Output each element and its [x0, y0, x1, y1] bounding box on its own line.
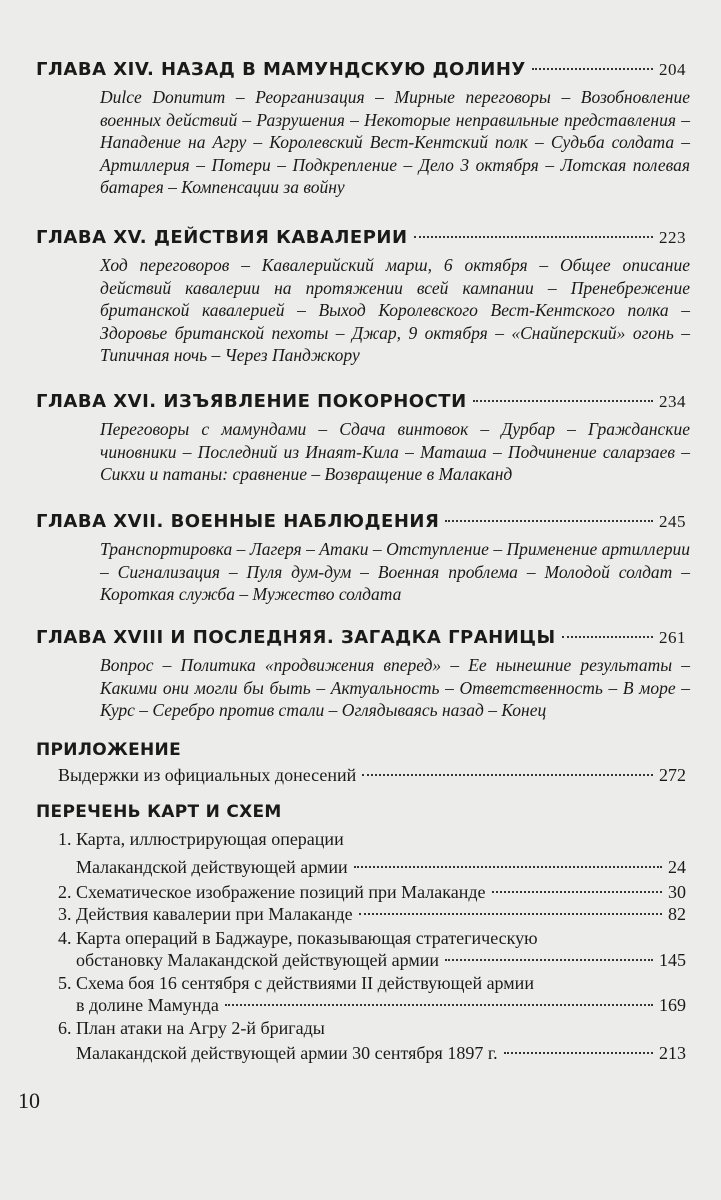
chapter-entry [36, 510, 690, 606]
map-page-number: 30 [668, 882, 686, 902]
chapter-title: ГЛАВА XVII. ВОЕННЫЕ НАБЛЮДЕНИЯ [36, 511, 440, 532]
chapter-summary: Ход переговоров – Кавалерийский марш, 6 октября – Общее описание действий кавалерии на протяжении всей кампании – Пренебрежение британской кавалерией – Выход Королевского Вест-Кентского полка – Здоровье британской пехоты – Джар, 9 октября – «Снайперский» огонь – Типичная ночь – Через Панджкору [100, 255, 690, 365]
chapter-entry [36, 390, 690, 486]
chapter-page-number: 234 [659, 392, 686, 411]
chapter-page-number: 204 [659, 60, 686, 79]
chapter-page-number: 245 [659, 512, 686, 531]
dot-leader [473, 400, 653, 402]
chapter-entry [36, 58, 690, 199]
map-item-title: обстановку Малакандской действующей армии [76, 950, 439, 970]
chapter-summary: Вопрос – Политика «продвижения вперед» – Ее нынешние результаты – Какими они могли бы быть – Актуальность – Ответственность – В море – Курс – Серебро против стали – Оглядываясь назад – Конец [100, 655, 690, 720]
dot-leader [445, 959, 653, 961]
chapter-title: ГЛАВА XVIII И ПОСЛЕДНЯЯ. ЗАГАДКА ГРАНИЦЫ [36, 627, 556, 648]
map-item-title: 3. Действия кавалерии при Малаканде [58, 904, 353, 924]
appendix-entry-title: Выдержки из официальных донесений [58, 765, 357, 785]
map-item-line: 4. Карта операций в Баджауре, показывающая стратегическую [58, 928, 538, 948]
chapter-heading [36, 226, 686, 250]
chapter-page-number: 223 [659, 228, 686, 247]
dot-leader [492, 891, 663, 893]
appendix-page-number: 272 [659, 765, 686, 785]
chapter-title: ГЛАВА XIV. НАЗАД В МАМУНДСКУЮ ДОЛИНУ [36, 59, 526, 80]
map-page-number: 145 [659, 950, 686, 970]
map-page-number: 169 [659, 995, 686, 1015]
chapter-summary: Переговоры с мамундами – Сдача винтовок – Дурбар – Гражданские чиновники – Последний из Инаят-Кила – Маташа – Подчинение саларзаев – Сикхи и патаны: сравнение – Возвращение в Малаканд [100, 419, 690, 484]
appendix-entry [58, 764, 686, 787]
chapter-heading [36, 626, 686, 650]
map-page-number: 24 [668, 857, 686, 877]
map-item [76, 856, 686, 879]
map-item-title: в долине Мамунда [76, 995, 219, 1015]
dot-leader [532, 68, 653, 70]
dot-leader [504, 1052, 653, 1054]
page-folio: 10 [18, 1088, 40, 1113]
appendix-heading: ПРИЛОЖЕНИЕ [36, 740, 181, 760]
map-item [58, 903, 686, 926]
dot-leader [414, 236, 653, 238]
map-item-title: Малакандской действующей армии [76, 857, 348, 877]
maps-heading: ПЕРЕЧЕНЬ КАРТ И СХЕМ [36, 802, 282, 822]
map-item-title: Малакандской действующей армии 30 сентября 1897 г. [76, 1043, 498, 1063]
chapter-entry [36, 626, 690, 722]
dot-leader [445, 520, 653, 522]
map-page-number: 82 [668, 904, 686, 924]
chapter-title: ГЛАВА XVI. ИЗЪЯВЛЕНИЕ ПОКОРНОСТИ [36, 391, 467, 412]
chapter-heading [36, 510, 686, 534]
chapter-title: ГЛАВА XV. ДЕЙСТВИЯ КАВАЛЕРИИ [36, 227, 408, 248]
dot-leader [562, 636, 653, 638]
chapter-heading [36, 390, 686, 414]
map-item [76, 949, 686, 972]
map-item [76, 994, 686, 1017]
map-item-line: 1. Карта, иллюстрирующая операции [58, 829, 344, 849]
chapter-heading [36, 58, 686, 82]
map-item [58, 881, 686, 904]
chapter-entry [36, 226, 690, 367]
chapter-page-number: 261 [659, 628, 686, 647]
dot-leader [225, 1004, 653, 1006]
map-item-title: 2. Схематическое изображение позиций при Малаканде [58, 882, 486, 902]
dot-leader [354, 866, 662, 868]
map-item-line: 6. План атаки на Агру 2-й бригады [58, 1018, 325, 1038]
dot-leader [359, 913, 662, 915]
chapter-summary: Транспортировка – Лагеря – Атаки – Отступление – Применение артиллерии – Сигнализация – Пуля дум-дум – Военная проблема – Молодой солдат – Короткая служба – Мужество солдата [100, 539, 690, 604]
chapter-summary: Dulce Donumum – Реорганизация – Мирные переговоры – Возобновление военных действий – Разрушения – Некоторые неправильные представления – Нападение на Агру – Королевский Вест-Кентский полк – Судьба солдата – Артиллерия – Потери – Подкрепление – Дело 3 октября – Лотская полевая батарея – Компенсации за войну [100, 87, 690, 197]
map-page-number: 213 [659, 1043, 686, 1063]
dot-leader [362, 774, 653, 776]
map-item [76, 1042, 686, 1065]
map-item-line: 5. Схема боя 16 сентября с действиями II действующей армии [58, 973, 534, 993]
